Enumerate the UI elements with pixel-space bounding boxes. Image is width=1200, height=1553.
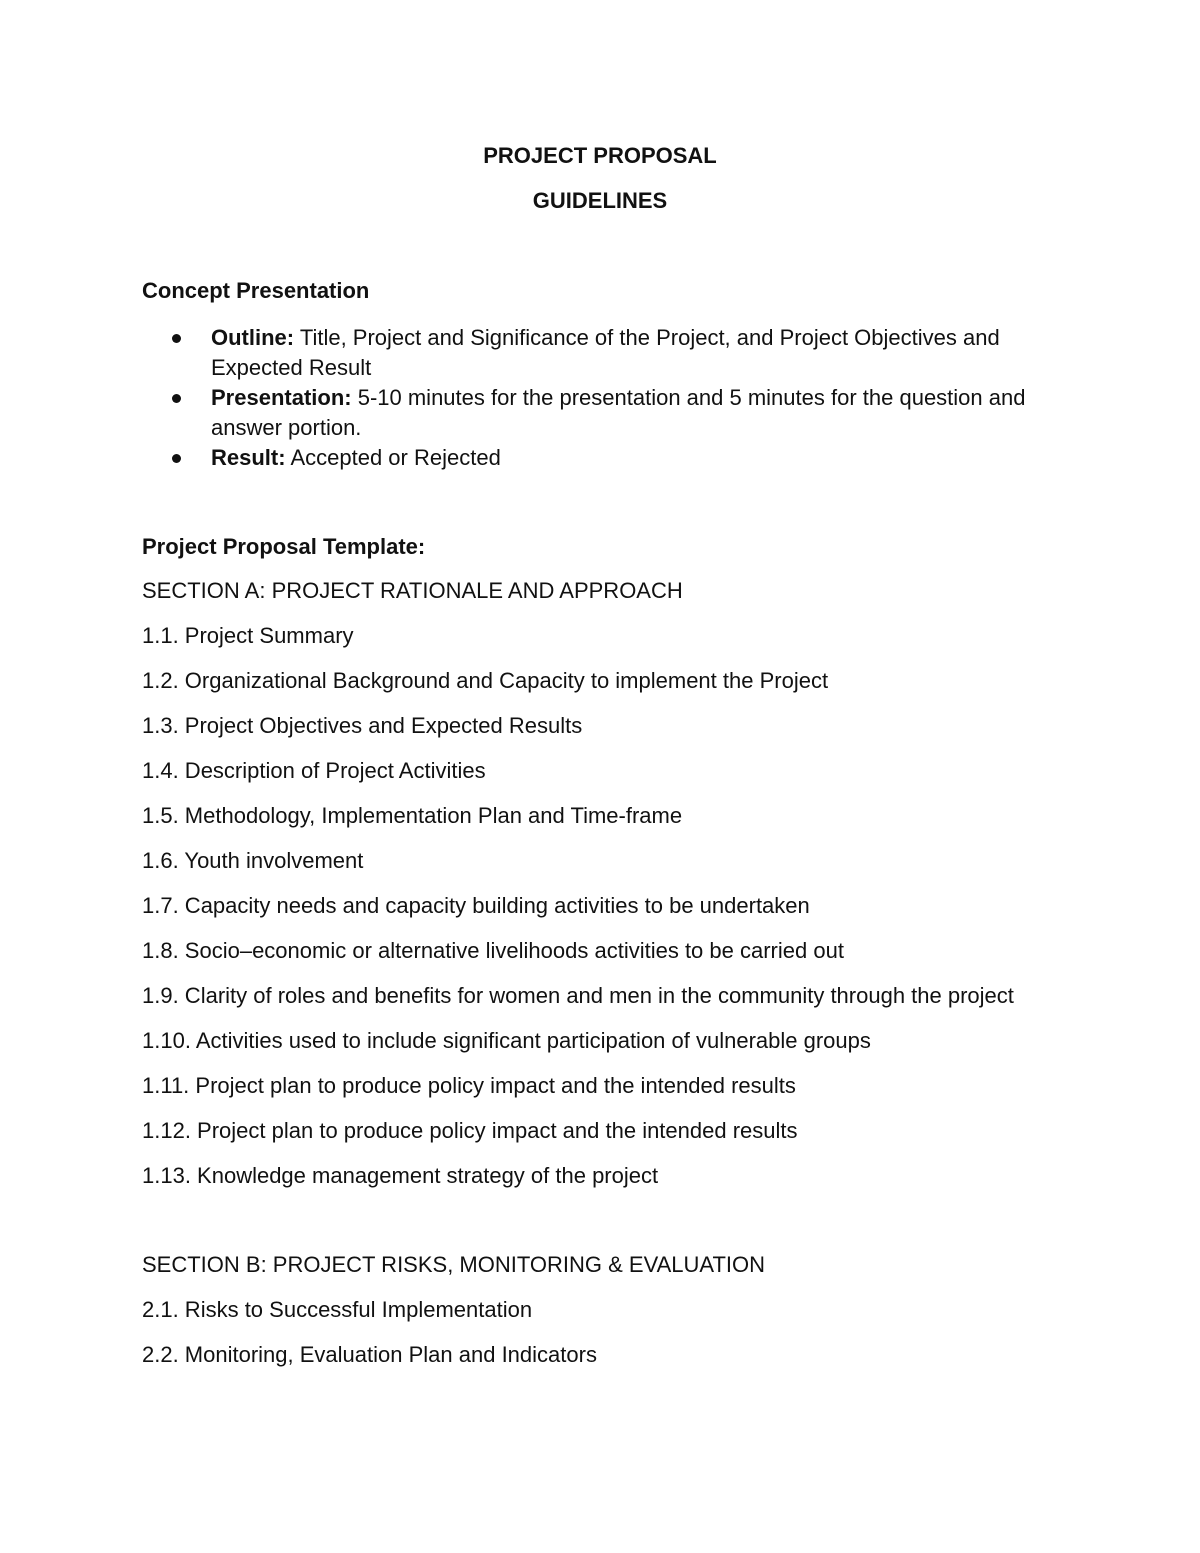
list-item: 1.1. Project Summary: [142, 623, 354, 648]
section-b-list: [142, 1250, 1082, 1385]
bullet-result: [142, 443, 1072, 473]
bullet-label: Outline:: [211, 325, 295, 350]
list-item: 1.11. Project plan to produce policy impact and the intended results: [142, 1073, 796, 1098]
list-item: 1.13. Knowledge management strategy of the project: [142, 1163, 659, 1188]
bullet-outline: [142, 323, 1072, 383]
list-item: 1.6. Youth involvement: [142, 848, 364, 873]
list-item: 1.10. Activities used to include significant participation of vulnerable groups: [142, 1028, 871, 1053]
bullet-text: Accepted or Rejected: [285, 445, 501, 470]
bullet-text: 5-10 minutes for the presentation and 5 minutes for the question and answer portion.: [211, 385, 1026, 440]
list-item: 2.2. Monitoring, Evaluation Plan and Indicators: [142, 1342, 597, 1367]
document-title: PROJECT PROPOSAL: [483, 143, 717, 168]
list-item: 1.8. Socio–economic or alternative livelihoods activities to be carried out: [142, 938, 844, 963]
bullet-dot-icon: [172, 394, 181, 403]
bullet-label: Result:: [211, 445, 286, 470]
list-item: 1.4. Description of Project Activities: [142, 758, 486, 783]
list-item: 2.1. Risks to Successful Implementation: [142, 1297, 533, 1322]
list-item: 1.7. Capacity needs and capacity building activities to be undertaken: [142, 893, 810, 918]
list-item: 1.12. Project plan to produce policy impact and the intended results: [142, 1118, 798, 1143]
section-a-title: SECTION A: PROJECT RATIONALE AND APPROACH: [142, 578, 683, 603]
list-item: 1.9. Clarity of roles and benefits for women and men in the community through the project: [142, 983, 1014, 1008]
section-b-title: SECTION B: PROJECT RISKS, MONITORING & EVALUATION: [142, 1252, 766, 1277]
bullet-dot-icon: [172, 454, 181, 463]
concept-bullet-list: [142, 323, 1072, 473]
section-a-list: [142, 576, 1082, 1206]
list-item: 1.3. Project Objectives and Expected Results: [142, 713, 583, 738]
bullet-dot-icon: [172, 334, 181, 343]
document-subtitle: GUIDELINES: [532, 188, 668, 213]
concept-heading: Concept Presentation: [142, 278, 370, 303]
template-heading: Project Proposal Template:: [142, 534, 426, 559]
bullet-presentation: [142, 383, 1072, 443]
list-item: 1.2. Organizational Background and Capacity to implement the Project: [142, 668, 829, 693]
list-item: 1.5. Methodology, Implementation Plan and Time-frame: [142, 803, 683, 828]
bullet-text: Title, Project and Significance of the Project, and Project Objectives and Expected Result: [211, 325, 1000, 380]
bullet-label: Presentation:: [211, 385, 352, 410]
